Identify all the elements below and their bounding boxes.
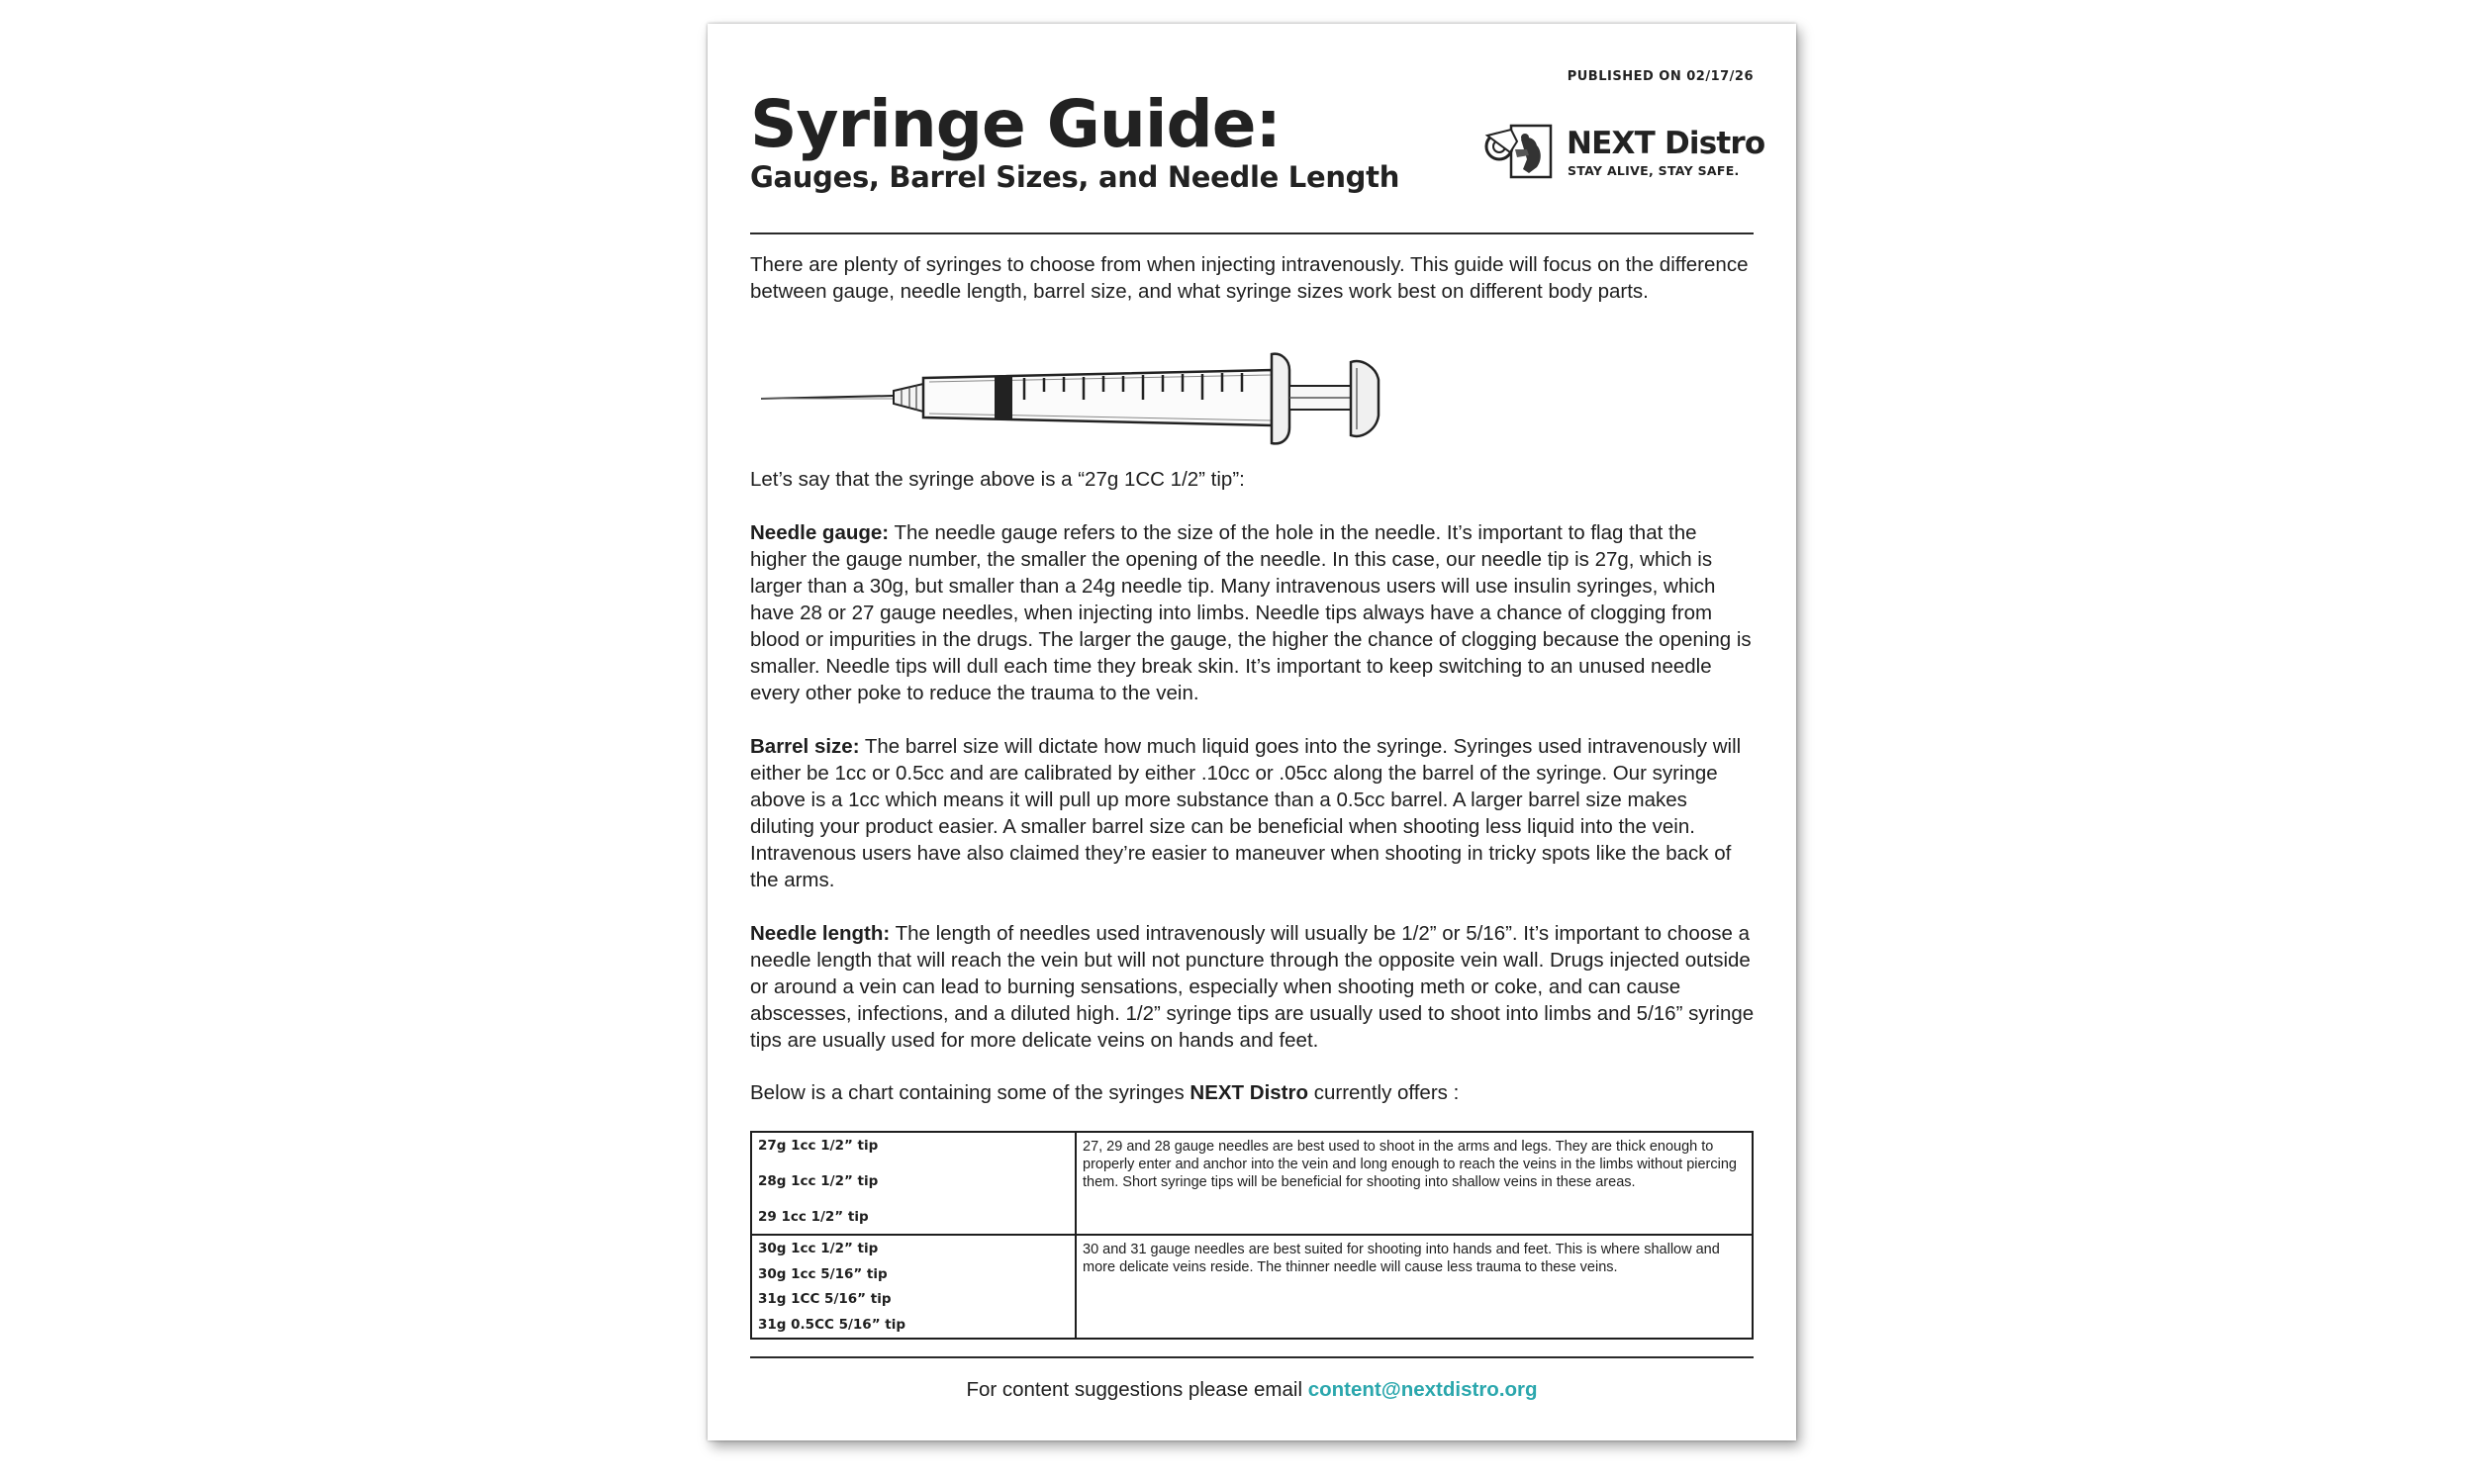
next-distro-logo [1477, 120, 1765, 189]
footer-divider [750, 1356, 1754, 1358]
syringe-description-cell: 30 and 31 gauge needles are best suited for shooting into hands and feet. This is where shallow and more delicate veins reside. The thinner needle will cause less trauma to these veins. [1076, 1235, 1753, 1339]
logo-tagline: STAY ALIVE, STAY SAFE. [1568, 163, 1740, 178]
syringe-offer-table [750, 1131, 1754, 1340]
syringe-name: 31g 1CC 5/16” tip [758, 1291, 892, 1307]
needle-gauge-label: Needle gauge: [750, 521, 890, 544]
syringe-name: 31g 0.5CC 5/16” tip [758, 1316, 906, 1333]
syringe-name: 30g 1cc 1/2” tip [758, 1241, 879, 1256]
footer [708, 1378, 1796, 1402]
lead-sentence: Let’s say that the syringe above is a “27g 1CC 1/2” tip”: [750, 468, 1245, 491]
syringe-illustration-icon [757, 348, 1410, 449]
barrel-size-paragraph [750, 733, 1756, 893]
logo-name: NEXT Distro [1567, 126, 1765, 161]
syringe-description-cell: 27, 29 and 28 gauge needles are best used to shoot in the arms and legs. They are thick enough to properly enter and anchor into the vein and long enough to reach the veins in the limbs without piercing them. Short syringe tips will be beneficial for shooting into shallow veins in these areas. [1076, 1132, 1753, 1235]
page-subtitle: Gauges, Barrel Sizes, and Needle Length [750, 160, 1400, 194]
page-title: Syringe Guide: [750, 86, 1281, 162]
chart-intro-after: currently offers : [1308, 1081, 1460, 1104]
chart-intro-before: Below is a chart containing some of the syringes [750, 1081, 1190, 1104]
syringe-names-cell [751, 1132, 1076, 1235]
footer-email-link[interactable]: content@nextdistro.org [1307, 1378, 1538, 1401]
syringe-name: 28g 1cc 1/2” tip [758, 1173, 879, 1189]
needle-length-paragraph [750, 920, 1756, 1054]
footer-text: For content suggestions please email [966, 1378, 1308, 1401]
chart-intro [750, 1079, 1756, 1106]
barrel-size-text: The barrel size will dictate how much liquid goes into the syringe. Syringes used intravenously will either be 1cc or 0.5cc and are calibrated by either .10cc or .05cc along the barrel of the syringe. Our syringe above is a 1cc which means it will pull up more substance than a 0.5cc barrel. A larger barrel size makes diluting your product easier. A smaller barrel size can be beneficial when shooting less liquid into the vein. Intravenous users have also claimed they’re easier to maneuver when shooting in tricky spots like the back of the arms. [750, 735, 1742, 891]
needle-gauge-paragraph [750, 519, 1756, 706]
table-row [751, 1235, 1753, 1339]
table-row [751, 1132, 1753, 1235]
barrel-size-label: Barrel size: [750, 735, 860, 758]
header-divider [750, 232, 1754, 234]
needle-length-label: Needle length: [750, 922, 891, 945]
syringe-name: 29 1cc 1/2” tip [758, 1209, 869, 1225]
needle-length-text: The length of needles used intravenously will usually be 1/2” or 5/16”. It’s important to choose a needle length that will reach the vein but will not puncture through the opposite vein wall. Drugs injected outside or around a vein can lead to burning sensations, especially when shooting meth or coke, and can cause abscesses, infections, and a diluted high. 1/2” syringe tips are usually used to shoot into limbs and 5/16” syringe tips are usually used for more delicate veins on hands and feet. [750, 922, 1755, 1052]
next-distro-logo-icon [1477, 120, 1559, 181]
chart-intro-brand: NEXT Distro [1189, 1081, 1309, 1104]
syringe-name: 30g 1cc 5/16” tip [758, 1265, 888, 1282]
published-date: PUBLISHED ON 02/17/26 [1567, 69, 1754, 84]
needle-gauge-text: The needle gauge refers to the size of the hole in the needle. It’s important to flag that the higher the gauge number, the smaller the opening of the needle. In this case, our needle tip is 27g, which is larger than a 30g, but smaller than a 24g needle tip. Many intravenous users will use insulin syringes, which have 28 or 27 gauge needles, when injecting into limbs. Needle tips always have a chance of clogging from blood or impurities in the drugs. The larger the gauge, the higher the chance of clogging because the opening is smaller. Needle tips will dull each time they break skin. It’s important to keep switching to an unused needle every other poke to reduce the trauma to the vein. [750, 521, 1752, 704]
syringe-name: 27g 1cc 1/2” tip [758, 1138, 879, 1154]
syringe-names-cell [751, 1235, 1076, 1339]
intro-paragraph: There are plenty of syringes to choose from when injecting intravenously. This guide will focus on the difference between gauge, needle length, barrel size, and what syringe sizes work best on different body parts. [750, 253, 1749, 303]
document-page [708, 24, 1796, 1440]
